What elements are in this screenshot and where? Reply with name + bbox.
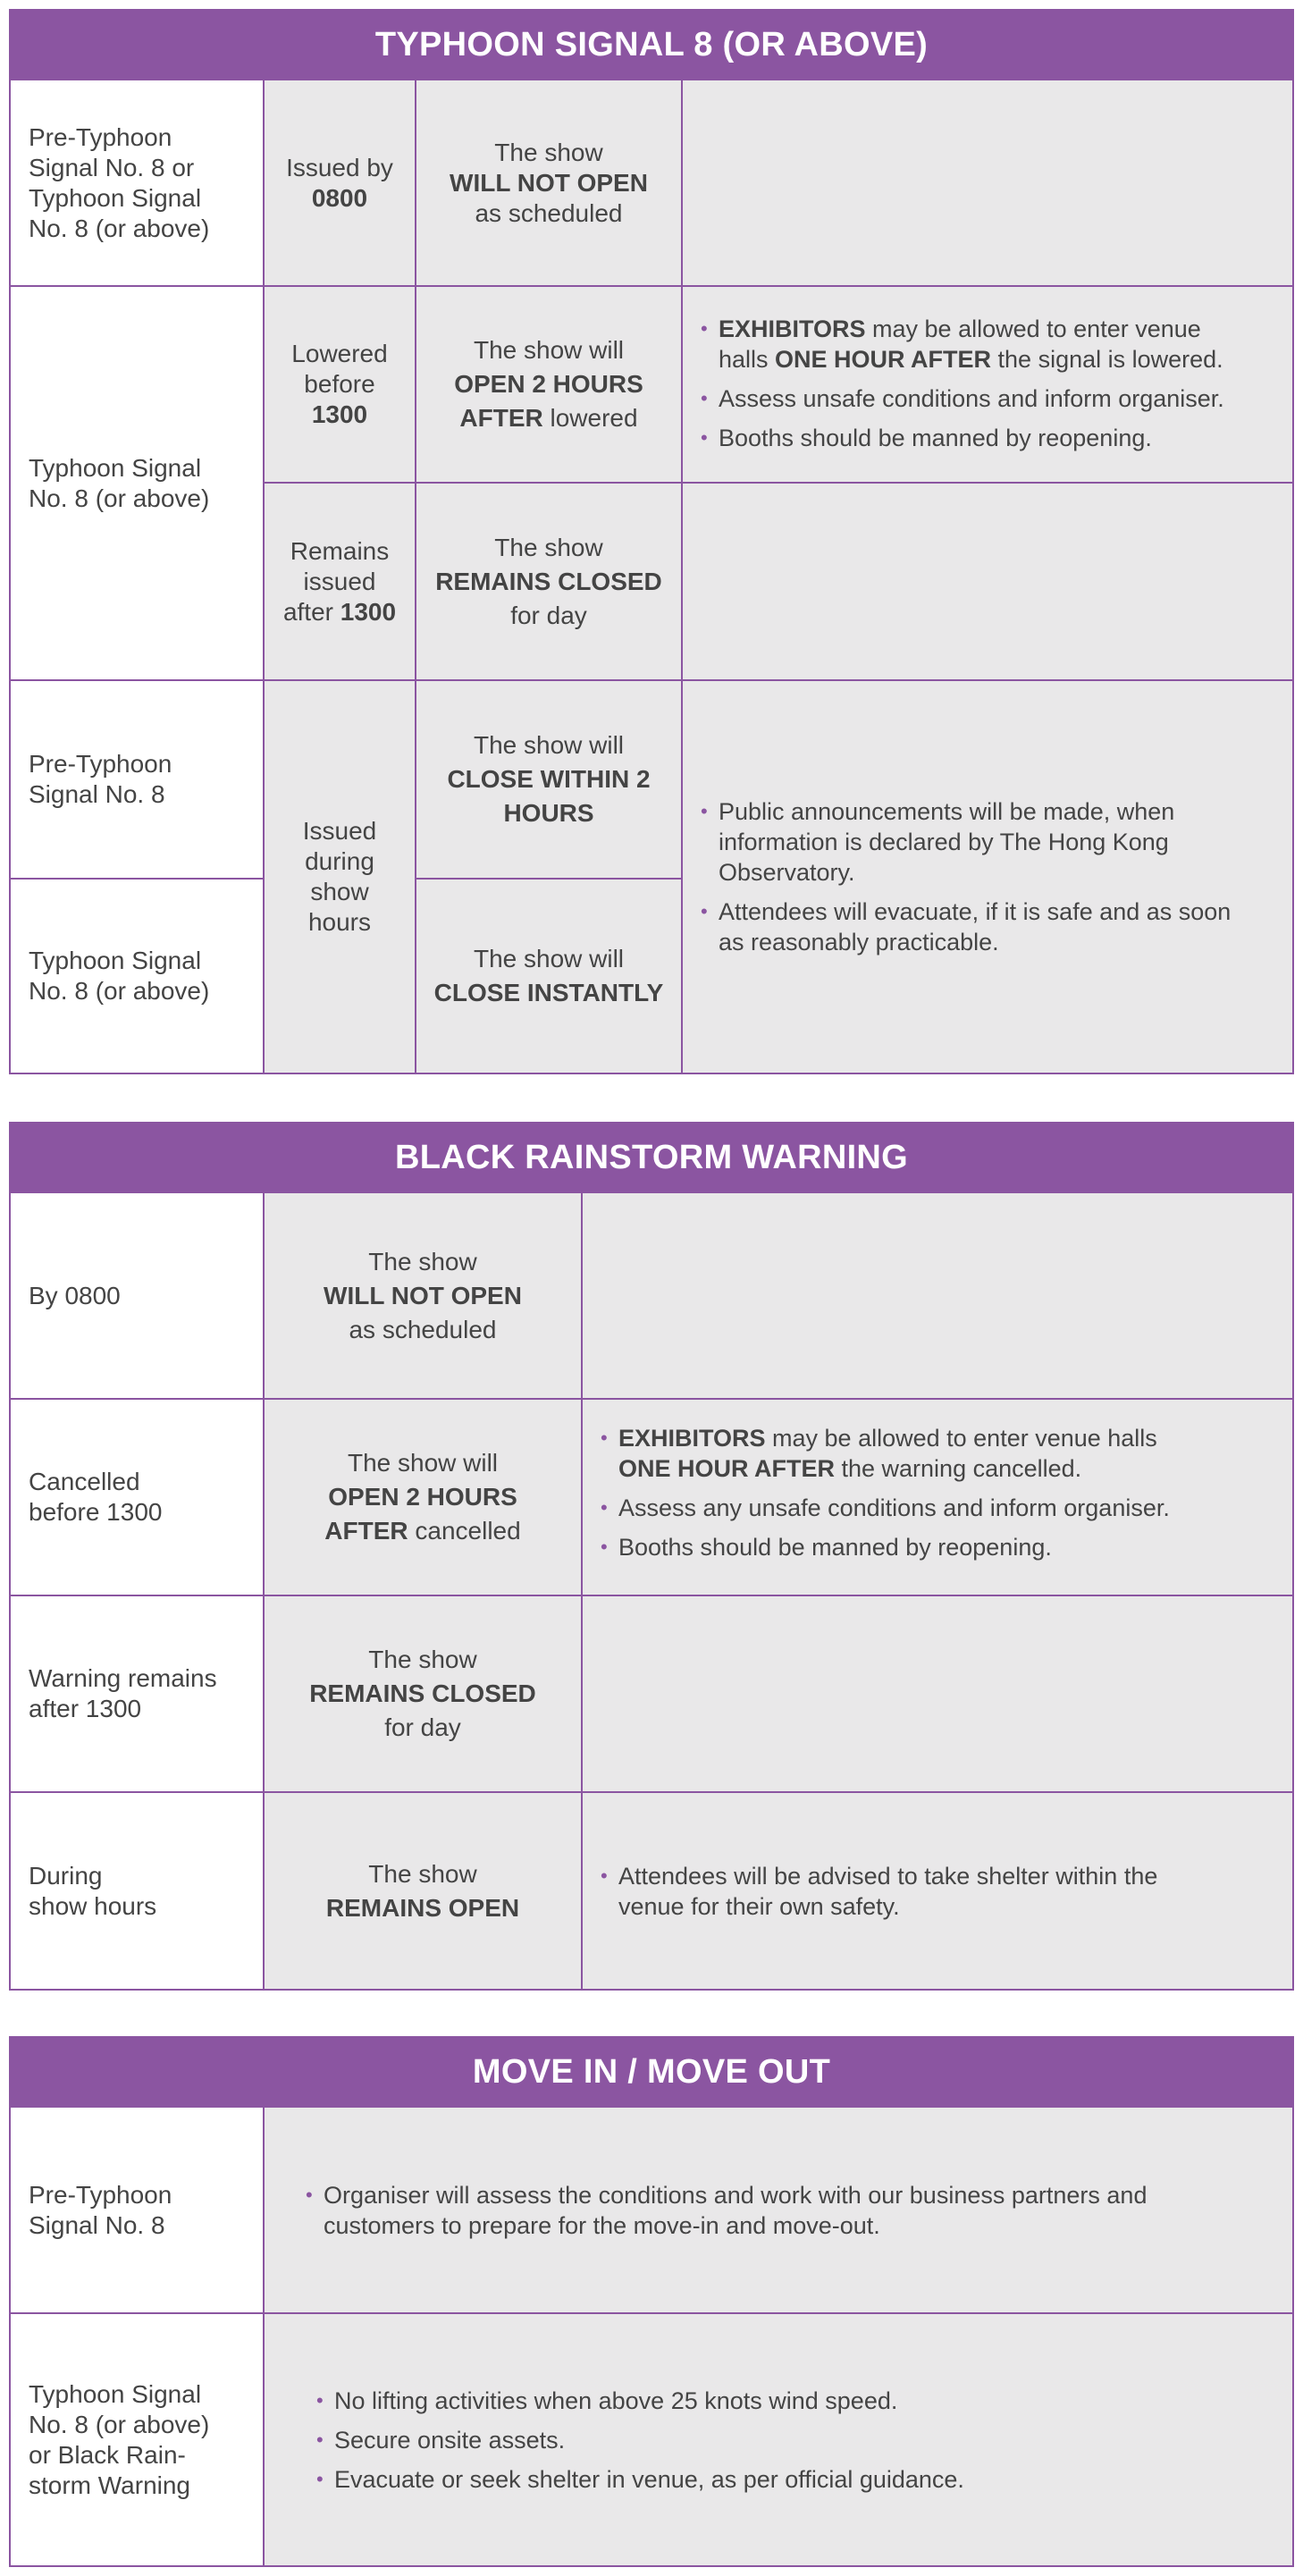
- typhoon-r2b-status: The show REMAINS CLOSED for day: [415, 482, 683, 681]
- typhoon-r2-condition: Typhoon Signal No. 8 (or above): [9, 285, 265, 681]
- typhoon-r3a-condition: Pre-Typhoon Signal No. 8: [9, 679, 265, 880]
- typhoon-r1-notes: [681, 79, 1294, 287]
- typhoon-section-title: TYPHOON SIGNAL 8 (OR ABOVE): [9, 9, 1294, 80]
- move-r2-notes: [263, 2312, 1294, 2567]
- rainstorm-r4-condition: During show hours: [9, 1791, 265, 1991]
- list-item: • Assess unsafe conditions and inform organiser.: [701, 385, 1224, 412]
- typhoon-r1-timing: Issued by 0800: [263, 79, 416, 287]
- rainstorm-r3-status: The show REMAINS CLOSED for day: [263, 1595, 583, 1793]
- rainstorm-r4-status: The show REMAINS OPEN: [263, 1791, 583, 1991]
- list-item: • EXHIBITORS may be allowed to enter venue halls ONE HOUR AFTER the signal is lowered.: [701, 316, 1223, 373]
- move-r2-condition: Typhoon Signal No. 8 (or above) or Black Rain- storm Warning: [9, 2312, 265, 2567]
- rainstorm-r1-status: The show WILL NOT OPEN as scheduled: [263, 1191, 583, 1400]
- list-item: • Booths should be manned by reopening.: [601, 1534, 1052, 1561]
- rainstorm-r1-notes: [581, 1191, 1294, 1400]
- move-section-title: MOVE IN / MOVE OUT: [9, 2036, 1294, 2108]
- typhoon-r2a-timing: Lowered before 1300: [263, 285, 416, 484]
- typhoon-r3b-condition: Typhoon Signal No. 8 (or above): [9, 878, 265, 1074]
- bullet-dot-icon: •: [316, 2467, 324, 2490]
- list-item: • EXHIBITORS may be allowed to enter venue halls ONE HOUR AFTER the warning cancelled.: [601, 1425, 1157, 1482]
- list-item: • Booths should be manned by reopening.: [701, 425, 1152, 451]
- typhoon-r2a-status: The show will OPEN 2 HOURS AFTER lowered: [415, 285, 683, 484]
- bullet-dot-icon: •: [316, 2388, 324, 2412]
- typhoon-section: [9, 9, 1294, 1074]
- bullet-dot-icon: •: [601, 1496, 608, 1519]
- rainstorm-r3-notes: [581, 1595, 1294, 1793]
- bullet-dot-icon: •: [316, 2428, 324, 2451]
- typhoon-r3b-status: The show will CLOSE INSTANTLY: [415, 878, 683, 1074]
- bullet-dot-icon: •: [601, 1536, 608, 1558]
- list-item: • Attendees will be advised to take shelter within the venue for their own safety.: [601, 1862, 1158, 1920]
- rainstorm-r2-condition: Cancelled before 1300: [9, 1398, 265, 1596]
- bullet-dot-icon: •: [701, 800, 708, 822]
- rainstorm-r2-notes: [581, 1398, 1294, 1596]
- bullet-dot-icon: •: [601, 1864, 608, 1887]
- typhoon-r2a-notes: [681, 285, 1294, 484]
- typhoon-r1-condition: Pre-Typhoon Signal No. 8 or Typhoon Signal No. 8 (or above): [9, 79, 265, 287]
- typhoon-r3-timing: Issued during show hours: [263, 679, 416, 1074]
- typhoon-r3a-status: The show will CLOSE WITHIN 2 HOURS: [415, 679, 683, 880]
- rainstorm-section-title: BLACK RAINSTORM WARNING: [9, 1122, 1294, 1193]
- typhoon-r2b-timing: Remains issued after 1300: [263, 482, 416, 681]
- list-item: • No lifting activities when above 25 knots wind speed.: [316, 2387, 898, 2414]
- bullet-dot-icon: •: [701, 317, 708, 340]
- bullet-dot-icon: •: [306, 2183, 313, 2206]
- typhoon-r3-notes: [681, 679, 1294, 1074]
- list-item: • Evacuate or seek shelter in venue, as per official guidance.: [316, 2465, 964, 2493]
- rainstorm-r1-condition: By 0800: [9, 1191, 265, 1400]
- rainstorm-r3-condition: Warning remains after 1300: [9, 1595, 265, 1793]
- list-item: • Organiser will assess the conditions and work with our business partners and customers to prepare for the move-in and move-out.: [306, 2181, 1147, 2239]
- typhoon-r2b-notes: [681, 482, 1294, 681]
- bullet-dot-icon: •: [701, 387, 708, 409]
- list-item: • Attendees will evacuate, if it is safe and as soon as reasonably practicable.: [701, 898, 1232, 955]
- typhoon-r1-status: The show WILL NOT OPEN as scheduled: [415, 79, 683, 287]
- move-r1-condition: Pre-Typhoon Signal No. 8: [9, 2106, 265, 2314]
- list-item: • Secure onsite assets.: [316, 2426, 566, 2454]
- list-item: • Assess any unsafe conditions and inform organiser.: [601, 1494, 1170, 1521]
- move-section: [9, 2036, 1294, 2567]
- rainstorm-r2-status: The show will OPEN 2 HOURS AFTER cancelled: [263, 1398, 583, 1596]
- bullet-dot-icon: •: [701, 900, 708, 922]
- bullet-dot-icon: •: [601, 1427, 608, 1449]
- rainstorm-r4-notes: [581, 1791, 1294, 1991]
- bullet-dot-icon: •: [701, 426, 708, 449]
- rainstorm-section: [9, 1122, 1294, 1991]
- move-r1-notes: [263, 2106, 1294, 2314]
- list-item: • Public announcements will be made, when information is declared by The Hong Kong Observatory.: [701, 798, 1175, 886]
